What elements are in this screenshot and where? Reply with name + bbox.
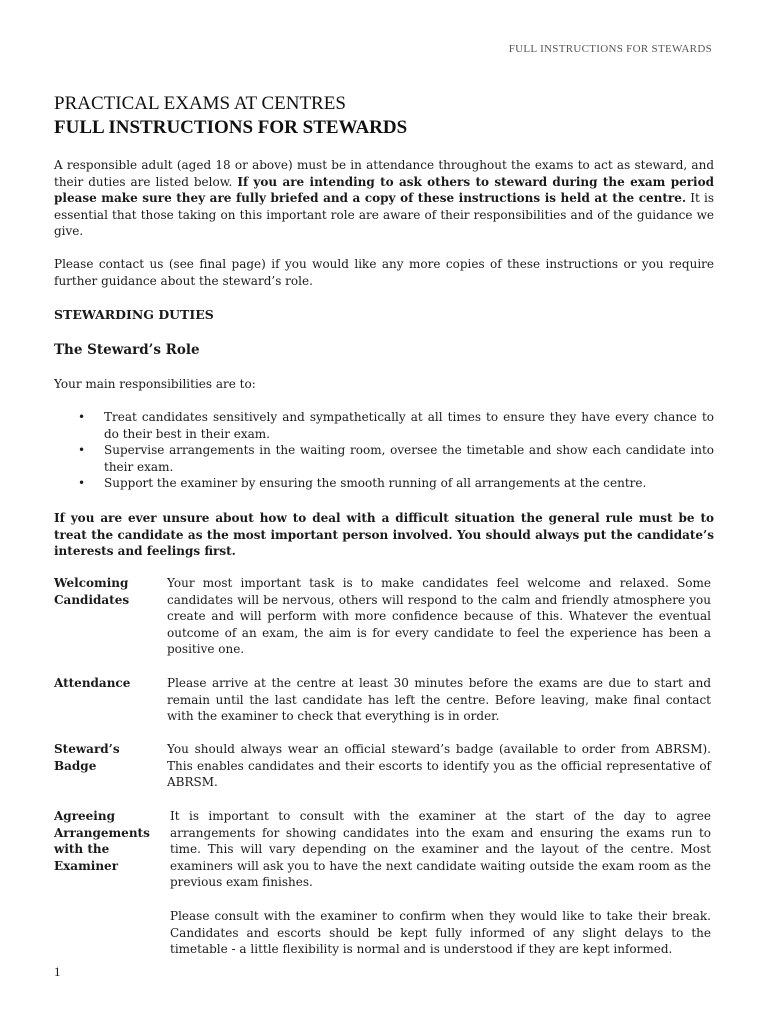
subsection-heading: The Steward’s Role	[54, 342, 200, 358]
duty-text-welcoming: Your most important task is to make candidates feel welcome and relaxed. Some candidates will be nervous, others will respond to the calm and friendly atmosphere you create and will perform with more confidence because of this. Whatever the eventual outcome of an exam, the aim is for every candidate to feel the experience has been a positive one.	[167, 576, 711, 656]
running-header: FULL INSTRUCTIONS FOR STEWARDS	[508, 43, 712, 55]
intro-text-bold: If you are intending to ask others to steward during the exam period please make sure they are fully briefed and a copy of these instructions is held at the centre.	[54, 174, 714, 205]
list-item	[54, 475, 714, 492]
list-item-text: Support the examiner by ensuring the smooth running of all arrangements at the centre.	[104, 476, 647, 490]
duty-text-arrangements-break: Please consult with the examiner to confirm when they would like to take their break. Candidates and escorts should be kept fully informed of any slight delays to the timetable - a little flexibility is normal and is understood if they are kept informed.	[170, 909, 711, 956]
list-item	[54, 442, 714, 475]
list-item	[54, 409, 714, 442]
duty-label-badge: Steward’s Badge	[54, 742, 120, 773]
intro-paragraph	[54, 157, 714, 240]
page-title: PRACTICAL EXAMS AT CENTRES	[54, 93, 346, 114]
bullet-icon: •	[78, 443, 86, 457]
duty-label-welcoming: Welcoming Candidates	[54, 576, 130, 607]
bullet-icon: •	[78, 410, 86, 424]
contact-paragraph: Please contact us (see final page) if you would like any more copies of these instructions or you require further guidance about the steward’s role.	[54, 257, 714, 288]
duty-label-arrangements: Agreeing Arrangements with the Examiner	[54, 809, 150, 873]
responsibilities-list	[54, 409, 714, 492]
duty-text-arrangements: It is important to consult with the examiner at the start of the day to agree arrangements for showing candidates into the exam and ensuring the exams run to time. This will vary depending on the examiner and the layout of the centre. Most examiners will ask you to have the next candidate waiting outside the exam room as the previous exam finishes.	[170, 809, 711, 889]
duty-text-badge: You should always wear an official steward’s badge (available to order from ABRSM). This enables candidates and their escorts to identify you as the official representative of ABRSM.	[167, 742, 711, 789]
duty-label-attendance: Attendance	[54, 676, 131, 690]
responsibilities-lead: Your main responsibilities are to:	[54, 377, 256, 391]
duty-text-attendance: Please arrive at the centre at least 30 minutes before the exams are due to start and remain until the last candidate has left the centre. Before leaving, make final contact with the examiner to check that everything is in order.	[167, 676, 711, 723]
list-item-text: Supervise arrangements in the waiting room, oversee the timetable and show each candidate into their exam.	[104, 443, 714, 474]
intro-text-end: It is essential that those taking on this important role are aware of their responsibilities and of the guidance we give.	[54, 191, 715, 238]
page-subtitle: FULL INSTRUCTIONS FOR STEWARDS	[54, 117, 408, 138]
bullet-icon: •	[78, 476, 86, 490]
list-item-text: Treat candidates sensitively and sympathetically at all times to ensure they have every chance to do their best in their exam.	[104, 410, 714, 441]
general-rule: If you are ever unsure about how to deal with a difficult situation the general rule must be to treat the candidate as the most important person involved. You should always put the candidate’s interests and feelings first.	[54, 511, 714, 558]
intro-text-start: A responsible adult (aged 18 or above) must be in attendance throughout the exams to act as steward, and their duties are listed below.	[54, 158, 714, 189]
page-number: 1	[54, 964, 61, 979]
section-heading: STEWARDING DUTIES	[54, 307, 214, 322]
